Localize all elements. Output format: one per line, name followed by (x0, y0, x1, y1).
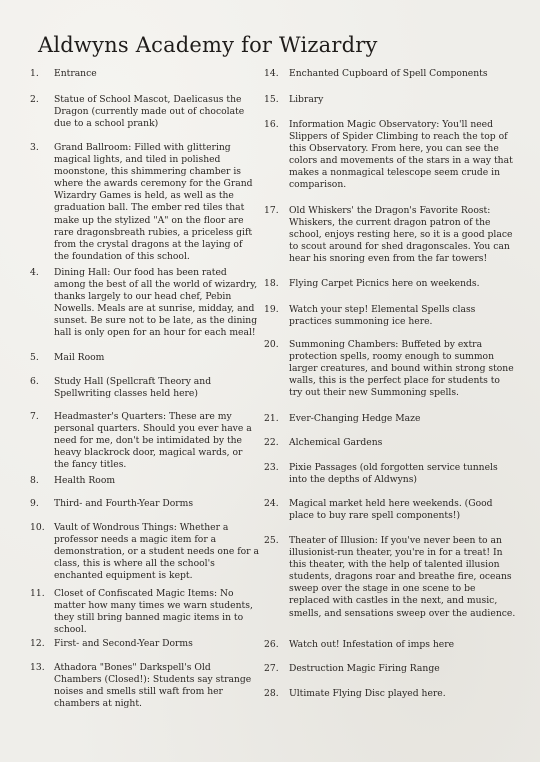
list-item (264, 535, 516, 620)
item-text: First- and Second-Year Dorms (54, 638, 193, 649)
item-text: Ever-Changing Hedge Maze (289, 413, 421, 424)
list-item (264, 688, 516, 700)
item-text: Old Whiskers' the Dragon's Favorite Roost: Whiskers, the current dragon patron of the school, enjoys resting here, so it is a good place to scout around for shed dragonscales. You can hear his snoring even from the far towers! (289, 205, 513, 265)
list-item (30, 352, 260, 364)
list-item (264, 119, 516, 192)
item-number: 7. (30, 411, 39, 422)
list-item (264, 68, 516, 80)
list-item (30, 68, 260, 80)
item-number: 15. (264, 94, 279, 105)
item-number: 19. (264, 304, 279, 315)
list-item (30, 267, 260, 340)
page-title: Aldwyns Academy for Wizardry (38, 33, 378, 57)
item-number: 28. (264, 688, 279, 699)
item-text: Alchemical Gardens (289, 437, 383, 448)
item-number: 11. (30, 588, 45, 599)
item-text: Ultimate Flying Disc played here. (289, 688, 446, 699)
list-item (30, 522, 260, 582)
list-item (264, 462, 516, 486)
list-item (30, 411, 260, 471)
item-number: 14. (264, 68, 279, 79)
item-number: 24. (264, 498, 279, 509)
list-item (30, 142, 260, 263)
item-text: Theater of Illusion: If you've never been to an illusionist-run theater, you're in for a treat! In this theater, with the help of talented illusion students, dragons roar and breathe fire, oceans sweep over the stage in one scene to be replaced with castles in the next, and music, smells, and sensations sweep over the audience. (289, 535, 516, 619)
item-number: 25. (264, 535, 279, 546)
item-number: 20. (264, 339, 279, 350)
item-text: Grand Ballroom: Filled with glittering magical lights, and tiled in polished moonstone, this shimmering chamber is where the awards ceremony for the Grand Wizardry Games is held, as well as the graduation ball. The ember red tiles that make up the stylized "A" on the floor are rare dragonsbreath rubies, a priceless gift from the crystal dragons at the laying of the foundation of this school. (54, 142, 253, 262)
list-item (30, 638, 260, 650)
list-item (30, 376, 260, 400)
item-number: 23. (264, 462, 279, 473)
list-item (264, 304, 516, 328)
item-number: 21. (264, 413, 279, 424)
item-text: Watch out! Infestation of imps here (289, 639, 455, 650)
item-text: Health Room (54, 475, 116, 486)
item-number: 1. (30, 68, 39, 79)
item-number: 5. (30, 352, 39, 363)
list-item (264, 205, 516, 265)
item-text: Entrance (54, 68, 97, 79)
item-number: 16. (264, 119, 279, 130)
item-number: 8. (30, 475, 39, 486)
item-text: Vault of Wondrous Things: Whether a professor needs a magic item for a demonstration, or a student needs one for a class, this is where all the school's enchanted equipment is kept. (54, 522, 259, 582)
item-text: Destruction Magic Firing Range (289, 663, 440, 674)
list-item (30, 588, 260, 636)
item-number: 18. (264, 278, 279, 289)
item-number: 27. (264, 663, 279, 674)
item-number: 26. (264, 639, 279, 650)
item-text: Statue of School Mascot, Daelicasus the Dragon (currently made out of chocolate due to a school prank) (54, 94, 245, 130)
item-number: 2. (30, 94, 39, 105)
item-number: 13. (30, 662, 45, 673)
list-item (264, 339, 516, 399)
item-number: 12. (30, 638, 45, 649)
list-item (264, 94, 516, 106)
item-text: Headmaster's Quarters: These are my personal quarters. Should you ever have a need for me, don't be intimidated by the heavy blackrock door, magical wards, or the fancy titles. (54, 411, 252, 471)
item-number: 10. (30, 522, 45, 533)
item-number: 6. (30, 376, 39, 387)
item-text: Information Magic Observatory: You'll need Slippers of Spider Climbing to reach the top of this Observatory. From here, you can see the colors and movements of the stars in a way that makes a nonmagical telescope seem crude in comparison. (289, 119, 513, 191)
item-text: Third- and Fourth-Year Dorms (54, 498, 194, 509)
item-text: Magical market held here weekends. (Good place to buy rare spell components!) (289, 498, 493, 522)
list-item (30, 662, 260, 710)
list-item (264, 498, 516, 522)
item-text: Pixie Passages (old forgotten service tunnels into the depths of Aldwyns) (289, 462, 498, 486)
list-item (30, 498, 260, 510)
list-item (30, 94, 260, 130)
list-item (30, 475, 260, 487)
item-text: Enchanted Cupboard of Spell Components (289, 68, 488, 79)
list-item (264, 437, 516, 449)
item-number: 4. (30, 267, 39, 278)
item-text: Watch your step! Elemental Spells class practices summoning ice here. (289, 304, 476, 328)
item-text: Dining Hall: Our food has been rated among the best of all the world of wizardry, thanks largely to our head chef, Pebin Nowells. Meals are at sunrise, midday, and sunset. Be sure not to be late, as the dining hall is only open for an hour for each meal! (54, 267, 258, 339)
item-text: Study Hall (Spellcraft Theory and Spellwriting classes held here) (54, 376, 212, 400)
item-text: Flying Carpet Picnics here on weekends. (289, 278, 480, 289)
list-item (264, 413, 516, 425)
item-number: 9. (30, 498, 39, 509)
item-text: Closet of Confiscated Magic Items: No matter how many times we warn students, they still bring banned magic items in to school. (54, 588, 253, 636)
item-text: Athadora "Bones" Darkspell's Old Chambers (Closed!): Students say strange noises and smells still waft from her chambers at night. (54, 662, 252, 710)
list-item (264, 663, 516, 675)
list-item (264, 278, 516, 290)
item-text: Mail Room (54, 352, 105, 363)
item-text: Library (289, 94, 324, 105)
item-text: Summoning Chambers: Buffeted by extra protection spells, roomy enough to summon larger creatures, and bound within strong stone walls, this is the perfect place for students to try out their new Summoning spells. (289, 339, 514, 399)
item-number: 3. (30, 142, 39, 153)
list-item (264, 639, 516, 651)
item-number: 22. (264, 437, 279, 448)
item-number: 17. (264, 205, 279, 216)
